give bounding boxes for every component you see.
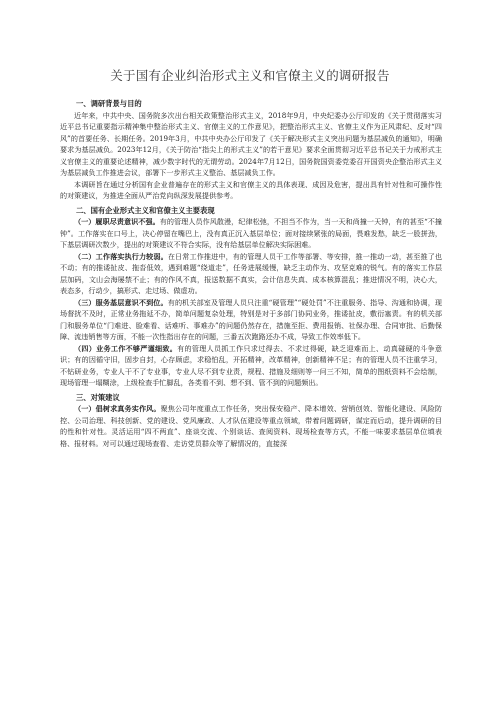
paragraph: （三）服务基层意识不到位。有的机关部室及管理人员只注重“硬管理”“硬处罚”不注重服务、指导、沟通和协调，现场督扰不及时，正常业务拖延不办，简单问题复杂处理，特别是对于多部门协同业务，推诿扯皮，敷衍塞责。有的机关部门和服务单位“门难进、脸难看、话难听、事难办”的问题仍然存在，措施至拒、费用报销、社保办理、合同审批、后勤保障、流违销售等方面，不能一次性指出存在的问题，三番五次跑路还办不成，导致工作效率低下。 — [60, 297, 443, 341]
paragraph: （二）工作落实执行力较弱。在日常工作推进中，有的管理人员干工作等部署、等安排，推一推动一动，甚至推了也不动；有的推诿扯皮、拖沓低效，遇到难题“绕道走”，任务进展缓慢，缺乏主动作为、攻坚克难的锐气。有的落实工作层层加码，文山会海屡禁不止；有的作风不真，报送数据不真实，会计信息失真、成本核算混乱；推进情况不明，决心大，表态多，行动少，搞形式、走过场、做虚功。 — [60, 251, 443, 295]
section-heading: 二、国有企业形式主义和官僚主义主要表现 — [76, 205, 215, 215]
section-heading: 一、调研背景与目的 — [76, 99, 142, 108]
paragraph: （四）业务工作不够严谨细致。有的管理人员抓工作只求过得去、不求过得硬，缺乏迎难而上、动真碰硬的斗争意识；有的因循守旧，固步自封，心存顾虑，求稳怕乱，开拓精神，改革精神，创新精神不足；有的管理人员不注重学习，不钻研业务，专业人干不了专业事，专业人尽不到专业责，规程、措施及细则等一问三不知，简单的图纸资料不会绘制，现场管理一塌糊涂，上级检查手忙脚乱，各类看不到、想不到、管不到的问题频出。 — [60, 343, 443, 387]
paragraph-lead: （二）工作落实执行力较弱。 — [74, 251, 168, 261]
paragraph-lead: （一）履职尽责意识不强。 — [74, 217, 160, 226]
document-body — [60, 95, 442, 449]
paragraph: （一）倡树求真务实作风。聚焦公司年度重点工作任务，突出保安稳产、降本增效、营销创效、智能化建设、风险防控、公司治理、科技创新、党的建设、党风廉政、人才队伍建设等重点领域，带着问题调研，谋定而后动，提升调研的目的性和针对性。灵活运用“四不两直”、座谈交流、个别谈话、查阅资料、现场检查等方式，不能一味要求基层单位填表格、报材料。对可以通过现场查看、走访党员群众等了解情况的，直接深 — [60, 404, 443, 448]
paragraph-lead: （三）服务基层意识不到位。 — [74, 297, 168, 307]
paragraph: （一）履职尽责意识不强。有的管理人员作风散漫，纪律松弛，不担当不作为，当一天和尚撞一天钟，有的甚至“不撞钟”。工作落实在口号上，决心停留在嘴巴上，没有真正沉入基层单位；面对接续紧张的局面，畏难发愁，缺乏一股拼劲，下基层调研次数少，提出的对策建议不符合实际，没有给基层单位解决实际困难。 — [60, 217, 442, 249]
paragraph: 近年来，中共中央、国务院多次出台相关政策整治形式主义，2018年9月，中央纪委办公厅印发的《关于贯彻落实习近平总书记重要指示精神集中整治形式主义、官僚主义的工作意见》，把整治形式主义、官僚主义作为正风肃纪、反对“四风”的首要任务、长期任务。2019年3月，中共中央办公厅印发了《关于解决形式主义突出问题为基层减负的通知》，明确要求为基层减负。2023年12月，《关于防治“指尖上的形式主义”的若干意见》要求全面贯彻习近平总书记关于力戒形式主义官僚主义的重要论述精神，减少数字时代的无谓劳动。2024年7月12日，国务院国资委党委召开国资央企整治形式主义为基层减负工作推进会议，部署下一步形式主义整治、基层减负工作。 — [60, 110, 442, 177]
paragraph-lead: （四）业务工作不够严谨细致。 — [74, 343, 178, 353]
paragraph-lead: （一）倡树求真务实作风。 — [74, 404, 161, 413]
section-heading: 三、对策建议 — [76, 392, 120, 402]
page-title: 关于国有企业纠治形式主义和官僚主义的调研报告 — [110, 68, 390, 83]
paragraph: 本调研旨在通过分析国有企业普遍存在的形式主义和官僚主义的具体表现、成因及危害，提出具有针对性和可操作性的对策建议，为推进全面从严治党向纵深发展提供参考。 — [60, 179, 442, 200]
